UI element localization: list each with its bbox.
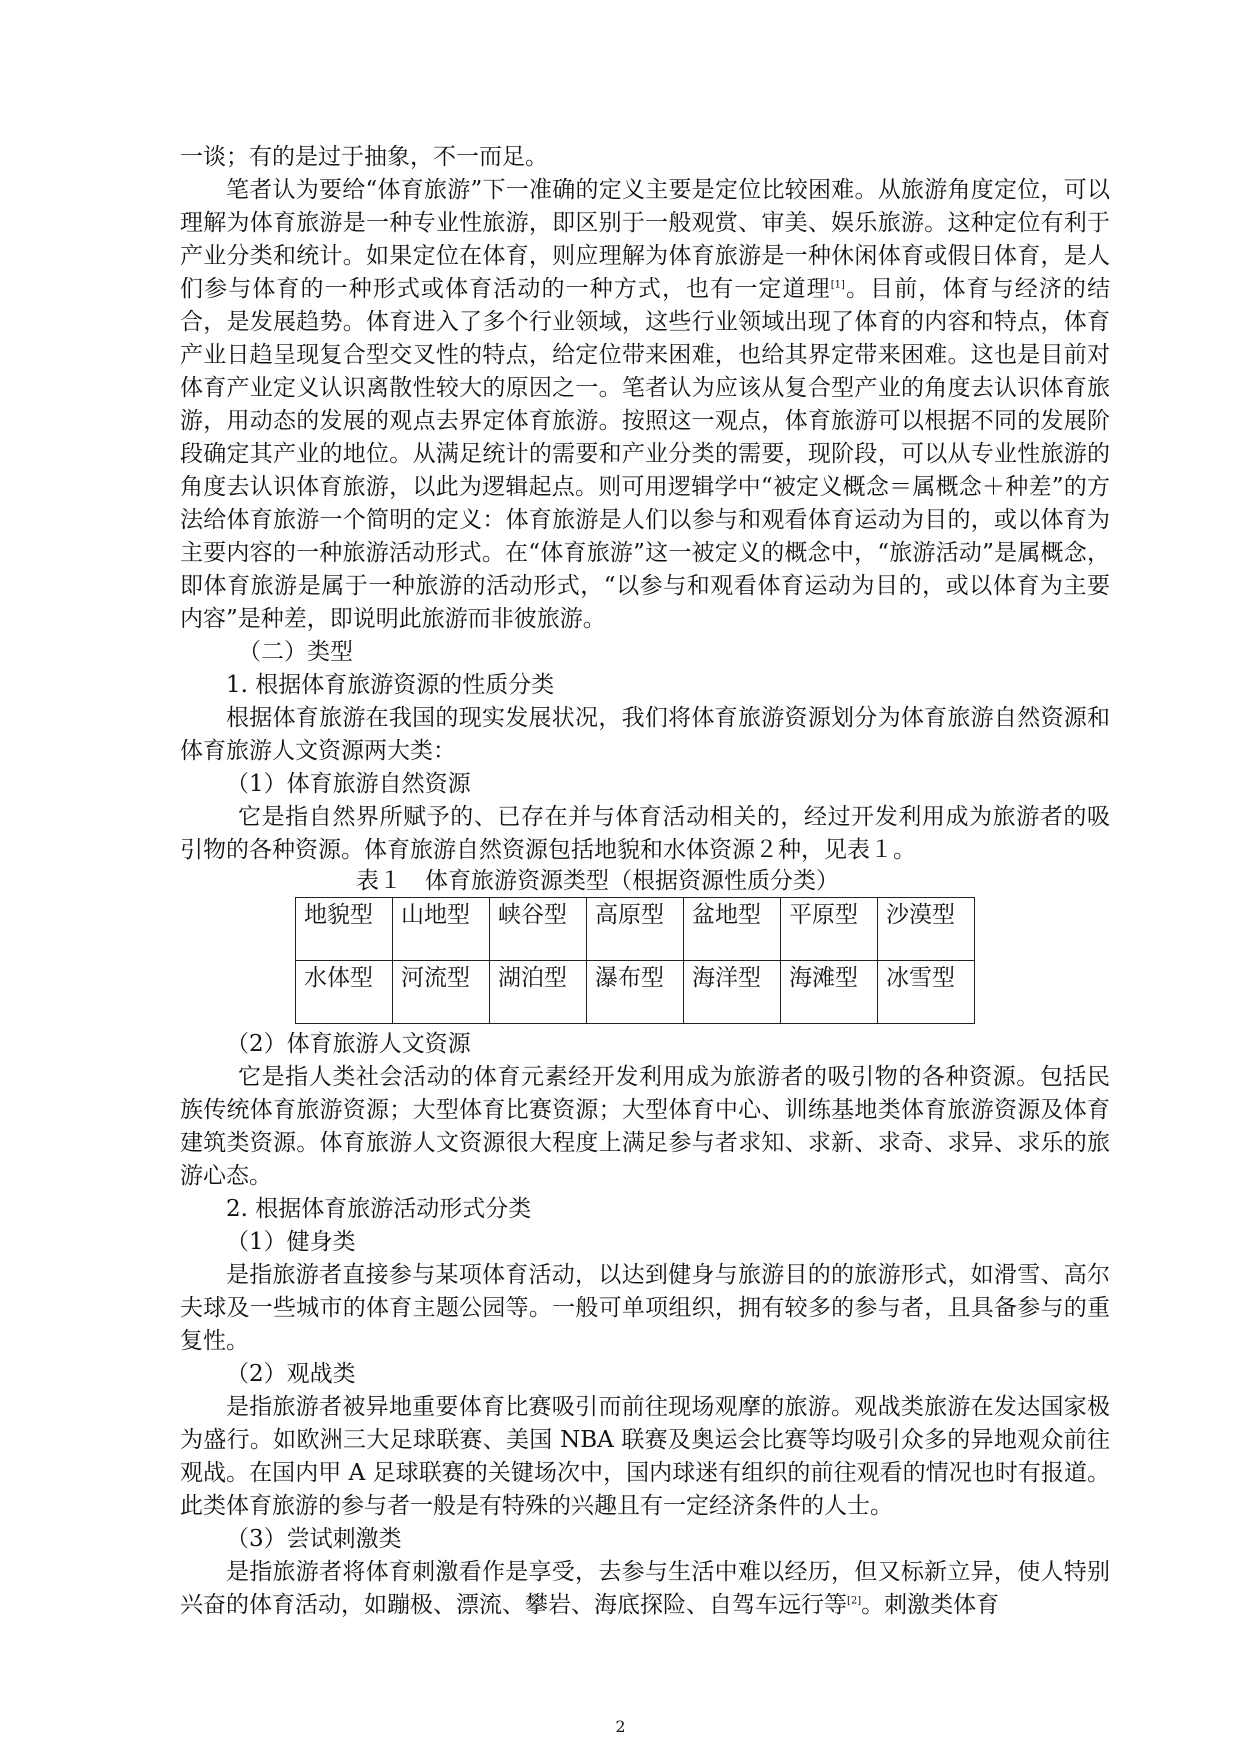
text-run: 笔者认为要给“体育旅游”下一准确的定义主要是定位比较困难。从旅游角度定位，可以理解为体育旅游是一种专业性旅游，即区别于一般观赏、审美、娱乐旅游。这种定位有利于产业分类和统计。如果定位在体育，则应理解为体育旅游是一种休闲体育或假日体育，是人们参与体育的一种形式或体育活动的一种方式，也有一定道理 [180, 177, 1110, 302]
subsection-heading: 1. 根据体育旅游资源的性质分类 [226, 672, 555, 698]
table-cell: 海滩型 [781, 961, 878, 1024]
table-cell: 河流型 [393, 961, 490, 1024]
text-run: 。刺激类体育 [861, 1592, 1000, 1618]
table-cell: 湖泊型 [490, 961, 587, 1024]
table-row [296, 961, 975, 1024]
table-cell: 峡谷型 [490, 898, 587, 961]
item-heading: （1）健身类 [226, 1229, 356, 1255]
paragraph: 一谈；有的是过于抽象，不一而足。 [180, 144, 548, 170]
paragraph [180, 1556, 1110, 1622]
item-heading: （3）尝试刺激类 [226, 1526, 402, 1552]
item-heading: （1）体育旅游自然资源 [226, 771, 471, 797]
subsection-heading: 2. 根据体育旅游活动形式分类 [226, 1196, 532, 1222]
paragraph: 它是指自然界所赋予的、已存在并与体育活动相关的，经过开发利用成为旅游者的吸引物的各种资源。体育旅游自然资源包括地貌和水体资源２种，见表１。 [180, 804, 1110, 863]
table-cell: 瀑布型 [587, 961, 684, 1024]
table-cell: 地貌型 [296, 898, 393, 961]
text-run: 是指旅游者将体育刺激看作是享受，去参与生活中难以经历，但又标新立异，使人特别兴奋的体育活动，如蹦极、漂流、攀岩、海底探险、自驾车远行等 [180, 1559, 1110, 1618]
table-cell: 山地型 [393, 898, 490, 961]
table-cell: 冰雪型 [878, 961, 975, 1024]
table-cell: 沙漠型 [878, 898, 975, 961]
paragraph: 是指旅游者被异地重要体育比赛吸引而前往现场观摩的旅游。观战类旅游在发达国家极为盛行。如欧洲三大足球联赛、美国 NBA 联赛及奥运会比赛等均吸引众多的异地观众前往观战。在国内甲 A 足球联赛的关键场次中，国内球迷有组织的前往观看的情况也时有报道。此类体育旅游的参与者一般是有特殊的兴趣且有一定经济条件的人士。 [180, 1394, 1110, 1519]
paragraph: 它是指人类社会活动的体育元素经开发利用成为旅游者的吸引物的各种资源。包括民族传统体育旅游资源；大型体育比赛资源；大型体育中心、训练基地类体育旅游资源及体育建筑类资源。体育旅游人文资源很大程度上满足参与者求知、求新、求奇、求异、求乐的旅游心态。 [180, 1064, 1110, 1189]
page-number: 2 [615, 1717, 626, 1736]
table-cell: 高原型 [587, 898, 684, 961]
section-heading: （二）类型 [238, 639, 353, 665]
paragraph: 根据体育旅游在我国的现实发展状况，我们将体育旅游资源划分为体育旅游自然资源和体育旅游人文资源两大类： [180, 705, 1110, 764]
table-cell: 海洋型 [684, 961, 781, 1024]
resource-table [295, 897, 975, 1024]
item-heading: （2）体育旅游人文资源 [226, 1031, 471, 1057]
item-heading: （2）观战类 [226, 1361, 356, 1387]
table-caption: 表１ 体育旅游资源类型（根据资源性质分类） [356, 868, 839, 894]
paragraph: 是指旅游者直接参与某项体育活动，以达到健身与旅游目的的旅游形式，如滑雪、高尔夫球及一些城市的体育主题公园等。一般可单项组织，拥有较多的参与者，且具备参与的重复性。 [180, 1262, 1110, 1354]
table-cell: 水体型 [296, 961, 393, 1024]
table-cell: 平原型 [781, 898, 878, 961]
page-body [180, 141, 1110, 1622]
text-run: 。目前，体育与经济的结合，是发展趋势。体育进入了多个行业领域，这些行业领域出现了体育的内容和特点，体育产业日趋呈现复合型交叉性的特点，给定位带来困难，也给其界定带来困难。这也是目前对体育产业定义认识离散性较大的原因之一。笔者认为应该从复合型产业的角度去认识体育旅游，用动态的发展的观点去界定体育旅游。按照这一观点，体育旅游可以根据不同的发展阶段确定其产业的地位。从满足统计的需要和产业分类的需要，现阶段，可以从专业性旅游的角度去认识体育旅游，以此为逻辑起点。则可用逻辑学中“被定义概念＝属概念＋种差”的方法给体育旅游一个简明的定义：体育旅游是人们以参与和观看体育运动为目的，或以体育为主要内容的一种旅游活动形式。在“体育旅游”这一被定义的概念中，“旅游活动”是属概念，即体育旅游是属于一种旅游的活动形式，“以参与和观看体育运动为目的，或以体育为主要内容”是种差，即说明此旅游而非彼旅游。 [180, 276, 1111, 632]
citation-ref: [2] [847, 1595, 862, 1607]
table-cell: 盆地型 [684, 898, 781, 961]
paragraph-definition [180, 174, 1110, 636]
citation-ref: [1] [830, 279, 845, 291]
table-row [296, 898, 975, 961]
